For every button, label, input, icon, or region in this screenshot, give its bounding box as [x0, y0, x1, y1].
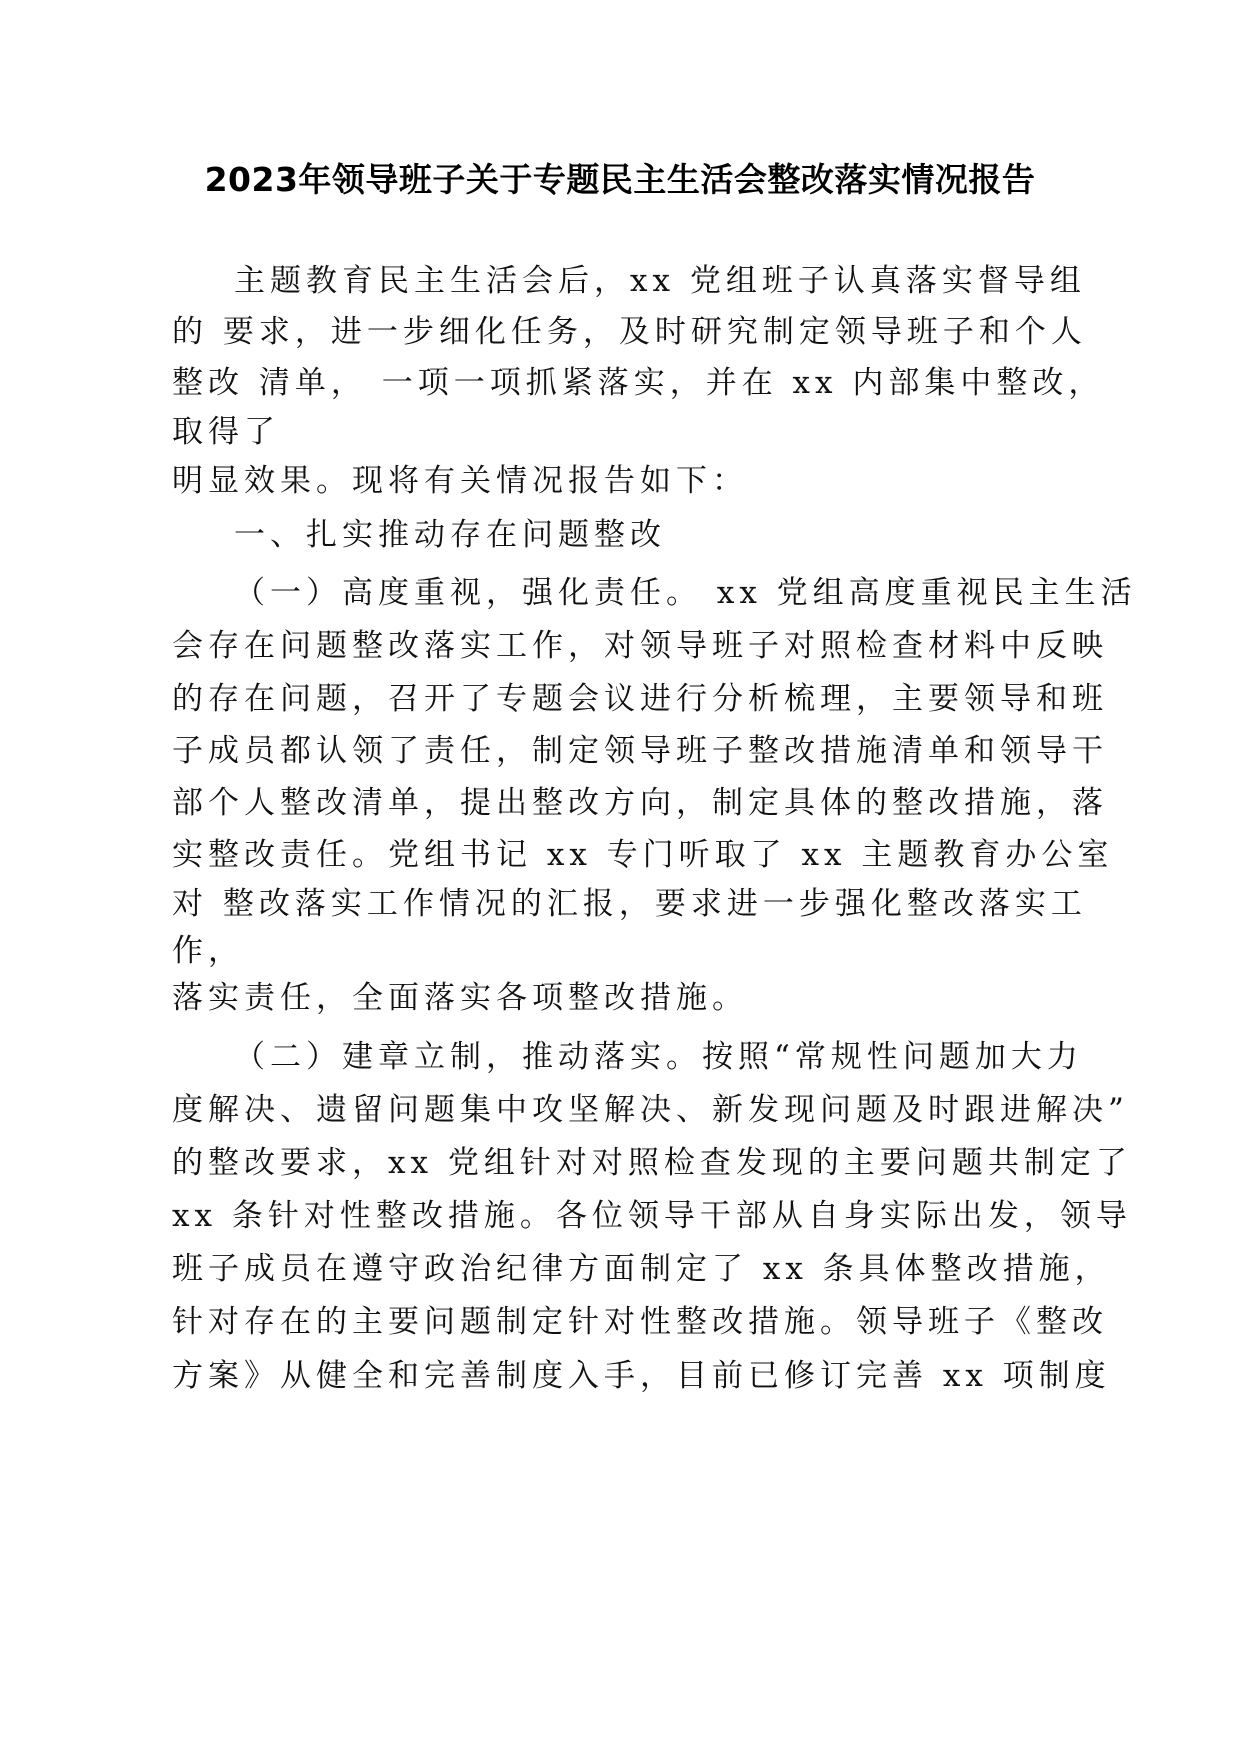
body-line: 的 要求，进一步细化任务，及时研究制定领导班子和个人	[172, 314, 1087, 350]
body-line: （二）建章立制，推动落实。按照“常规性问题加大力	[234, 1039, 1083, 1075]
body-line: 班子成员在遵守政治纪律方面制定了 xx 条具体整改措施，	[172, 1251, 1111, 1287]
body-line: 对 整改落实工作情况的汇报，要求进一步强化整改落实工	[172, 886, 1087, 922]
body-line: 整改 清单， 一项一项抓紧落实，并在 xx 内部集中整改，	[172, 365, 1105, 401]
body-line: 实整改责任。党组书记 xx 专门听取了 xx 主题教育办公室	[172, 837, 1114, 873]
body-line: 部个人整改清单，提出整改方向，制定具体的整改措施，落	[172, 785, 1108, 821]
body-line: 度解决、遗留问题集中攻坚解决、新发现问题及时跟进解决”	[172, 1092, 1129, 1128]
body-line: 作，	[172, 933, 244, 969]
body-line: 的存在问题，召开了专题会议进行分析梳理，主要领导和班	[172, 681, 1108, 717]
body-line: 主题教育民主生活会后，xx 党组班子认真落实督导组	[234, 263, 1086, 299]
body-line: 会存在问题整改落实工作，对领导班子对照检查材料中反映	[172, 628, 1108, 664]
document-title: 2023年领导班子关于专题民主生活会整改落实情况报告	[204, 160, 1036, 199]
body-line: 子成员都认领了责任，制定领导班子整改措施清单和领导干	[172, 733, 1108, 769]
body-line: 的整改要求，xx 党组针对对照检查发现的主要问题共制定了	[172, 1145, 1132, 1181]
body-line: 针对存在的主要问题制定针对性整改措施。领导班子《整改	[172, 1304, 1108, 1340]
body-line: 取得了	[172, 414, 280, 450]
body-line: xx 条针对性整改措施。各位领导干部从自身实际出发，领导	[172, 1198, 1132, 1234]
body-line: 落实责任，全面落实各项整改措施。	[172, 980, 748, 1016]
body-line: （一）高度重视，强化责任。 xx 党组高度重视民主生活	[234, 575, 1137, 611]
section-heading: 一、扎实推动存在问题整改	[234, 517, 666, 553]
body-line: 明显效果。现将有关情况报告如下：	[172, 463, 748, 499]
body-line: 方案》从健全和完善制度入手，目前已修订完善 xx 项制度	[172, 1358, 1111, 1394]
